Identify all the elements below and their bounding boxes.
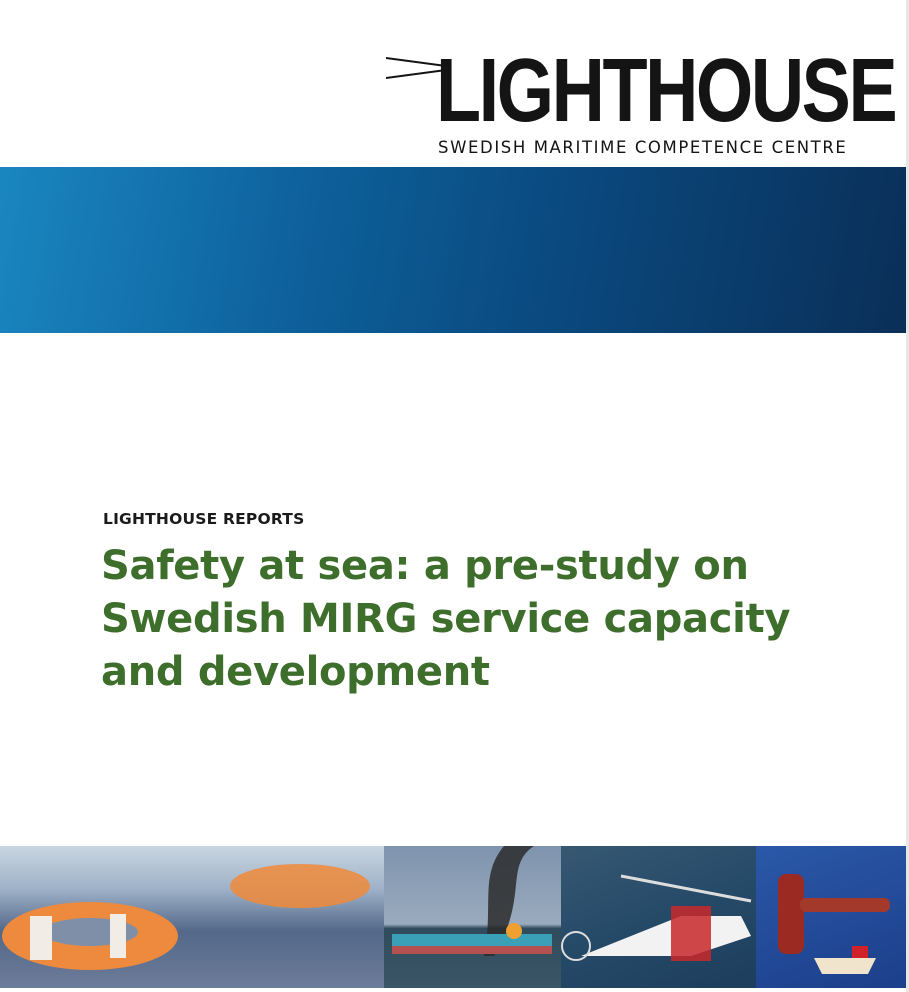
report-series-label: LIGHTHOUSE REPORTS: [103, 510, 305, 528]
logo-wordmark: LIGHTHOUSE: [436, 41, 896, 141]
rescue-helicopter-photo: [561, 846, 756, 988]
ocean-banner-image: [0, 167, 906, 333]
report-title: Safety at sea: a pre-study on Swedish MIRG service capacity and development: [101, 543, 791, 695]
gavel-and-toy-boat-photo: [756, 846, 906, 988]
lifebuoy-photo: [0, 846, 384, 988]
burning-ship-photo: [384, 846, 561, 988]
logo-subtitle: SWEDISH MARITIME COMPETENCE CENTRE: [438, 138, 848, 157]
lighthouse-logo: [386, 41, 896, 162]
